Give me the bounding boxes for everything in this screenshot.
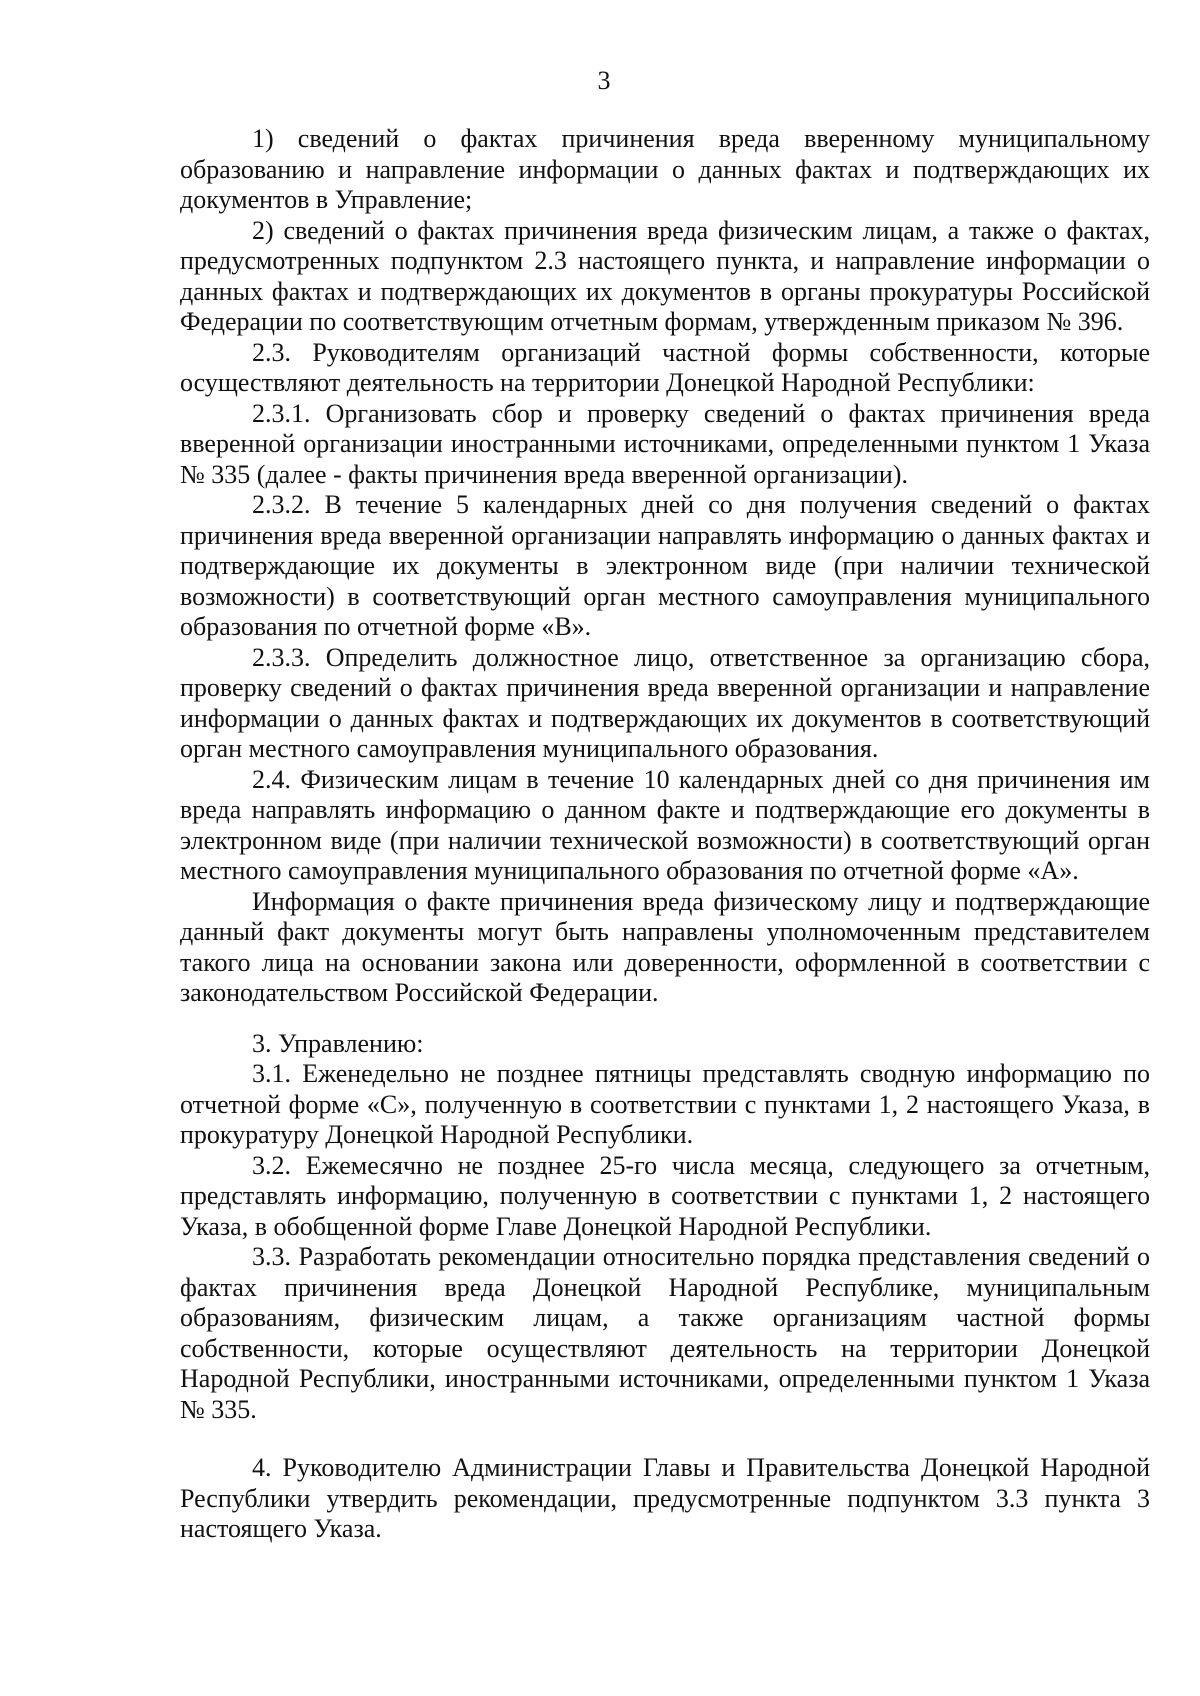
paragraph-2-3-3: 2.3.3. Определить должностное лицо, ответственное за организацию сбора, проверку сведений о фактах причинения вреда вверенной организации и направление информации о данных фактах и подтверждающих их документов в соответствующий орган местного самоуправления муниципального образования. [180,642,1150,763]
paragraph-3-2: 3.2. Ежемесячно не позднее 25-го числа месяца, следующего за отчетным, представлять информацию, полученную в соответствии с пунктами 1, 2 настоящего Указа, в обобщенной форме Главе Донецкой Народной Республики. [180,1150,1150,1241]
page-number: 3 [597,66,611,95]
paragraph-1-2: 2) сведений о фактах причинения вреда физическим лицам, а также о фактах, предусмотренных подпунктом 2.3 настоящего пункта, и направление информации о данных фактах и подтверждающих их документов в органы прокуратуры Российской Федерации по соответствующим отчетным формам, утвержденным приказом № 396. [180,215,1150,336]
document-body [180,124,1150,1545]
paragraph-1-1: 1) сведений о фактах причинения вреда вверенному муниципальному образованию и направление информации о данных фактах и подтверждающих их документов в Управление; [180,124,1150,214]
paragraph-3-1: 3.1. Еженедельно не позднее пятницы представлять сводную информацию по отчетной форме «С», полученную в соответствии с пунктами 1, 2 настоящего Указа, в прокуратуру Донецкой Народной Республики. [180,1059,1150,1149]
paragraph-4: 4. Руководителю Администрации Главы и Правительства Донецкой Народной Республики утвердить рекомендации, предусмотренные подпунктом 3.3 пункта 3 настоящего Указа. [180,1453,1150,1543]
paragraph-3: 3. Управлению: [252,1028,424,1058]
paragraph-3-3: 3.3. Разработать рекомендации относительно порядка представления сведений о фактах причинения вреда Донецкой Народной Республике, муниципальным образованиям, физическим лицам, а также организациям частной формы собственности, которые осуществляют деятельность на территории Донецкой Народной Республики, иностранными источниками, определенными пунктом 1 Указа № 335. [180,1242,1150,1424]
paragraph-2-3-1: 2.3.1. Организовать сбор и проверку сведений о фактах причинения вреда вверенной организации иностранными источниками, определенными пунктом 1 Указа № 335 (далее - факты причинения вреда вверенной организации). [180,398,1150,489]
paragraph-2-3-2: 2.3.2. В течение 5 календарных дней со дня получения сведений о фактах причинения вреда вверенной организации направлять информацию о данных фактах и подтверждающие их документы в электронном виде (при наличии технической возможности) в соответствующий орган местного самоуправления муниципального образования по отчетной форме «В». [180,490,1150,641]
paragraph-2-3: 2.3. Руководителям организаций частной формы собственности, которые осуществляют деятельность на территории Донецкой Народной Республики: [180,337,1150,397]
paragraph-2-4-note: Информация о факте причинения вреда физическому лицу и подтверждающие данный факт документы могут быть направлены уполномоченным представителем такого лица на основании закона или доверенности, оформленной в соответствии с законодательством Российской Федерации. [180,886,1150,1007]
paragraph-2-4: 2.4. Физическим лицам в течение 10 календарных дней со дня причинения им вреда направлять информацию о данном факте и подтверждающие его документы в электронном виде (при наличии технической возможности) в соответствующий орган местного самоуправления муниципального образования по отчетной форме «А». [180,764,1150,885]
